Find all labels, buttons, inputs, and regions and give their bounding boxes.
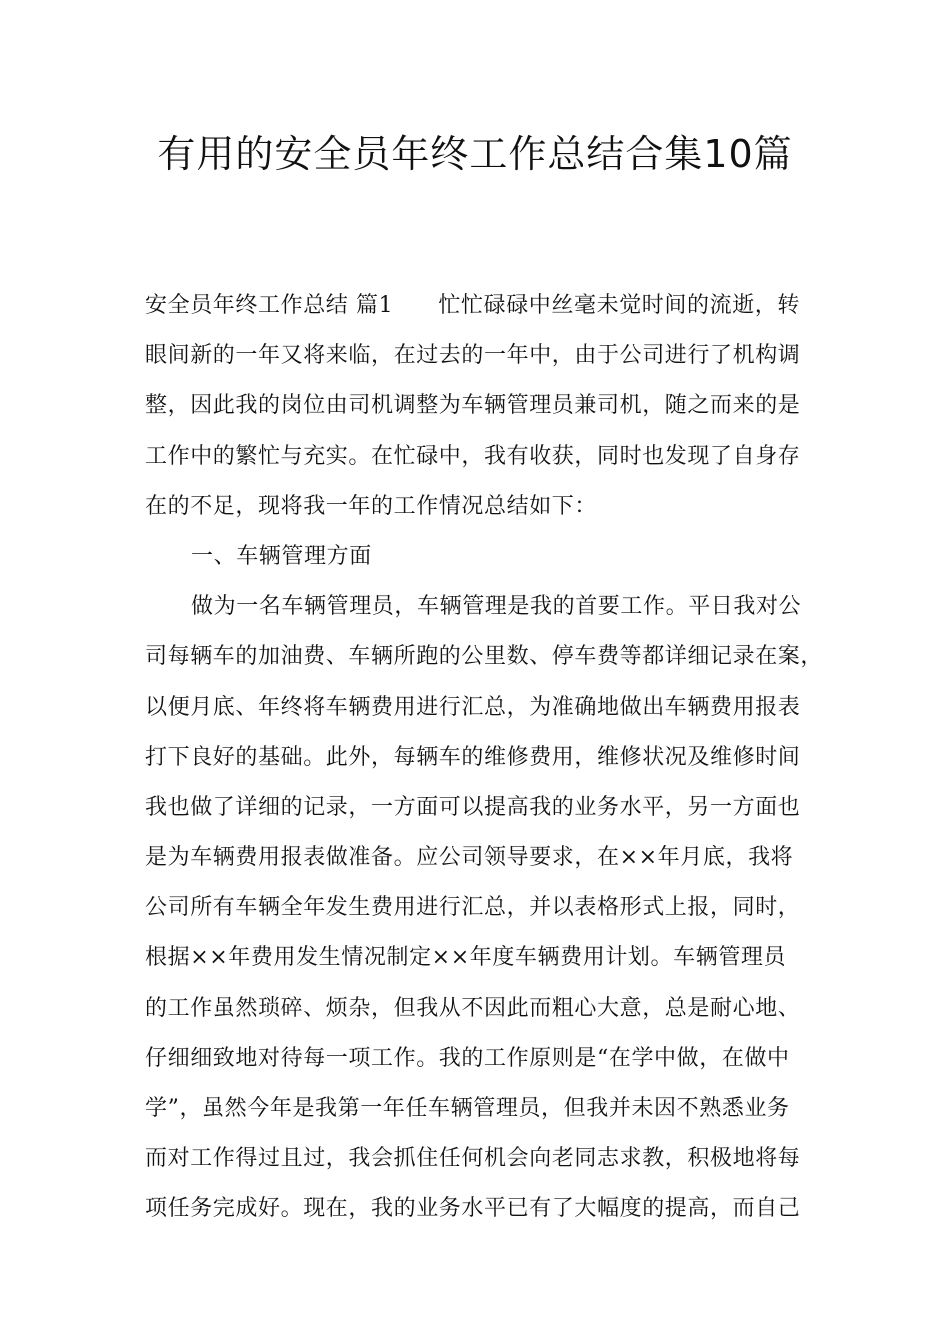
body-line-5: 在的不足，现将我一年的工作情况总结如下：	[145, 493, 598, 519]
body-line-9: 以便月底、年终将车辆费用进行汇总，为准确地做出车辆费用报表	[145, 694, 801, 720]
body-line-19: 项任务完成好。现在，我的业务水平已有了大幅度的提高，而自己	[145, 1196, 801, 1222]
document-title: 有用的安全员年终工作总结合集10篇	[157, 132, 793, 176]
body-line-15: 的工作虽然琐碎、烦杂，但我从不因此而粗心大意，总是耐心地、	[145, 995, 801, 1021]
document-body	[145, 281, 825, 1235]
body-line-8: 司每辆车的加油费、车辆所跑的公里数、停车费等都详细记录在案，	[145, 644, 824, 670]
body-line-17: 学”，虽然今年是我第一年任车辆管理员，但我并未因不熟悉业务	[145, 1096, 790, 1121]
body-line-12: 是为车辆费用报表做准备。应公司领导要求，在××年月底，我将	[145, 845, 794, 871]
body-line-16: 仔细细致地对待每一项工作。我的工作原则是“在学中做，在做中	[145, 1045, 790, 1071]
body-line-1: 安全员年终工作总结 篇1 忙忙碌碌中丝毫未觉时间的流逝，转	[145, 293, 800, 318]
body-line-7: 做为一名车辆管理员，车辆管理是我的首要工作。平日我对公	[191, 594, 802, 620]
body-line-2: 眼间新的一年又将来临，在过去的一年中，由于公司进行了机构调	[145, 343, 801, 369]
body-line-11: 我也做了详细的记录，一方面可以提高我的业务水平，另一方面也	[145, 794, 801, 820]
body-line-14: 根据××年费用发生情况制定××年度车辆费用计划。车辆管理员	[145, 945, 787, 971]
body-line-18: 而对工作得过且过，我会抓住任何机会向老同志求教，积极地将每	[145, 1146, 801, 1172]
body-line-13: 公司所有车辆全年发生费用进行汇总，并以表格形式上报，同时，	[145, 895, 801, 921]
body-line-3: 整，因此我的岗位由司机调整为车辆管理员兼司机，随之而来的是	[145, 393, 801, 419]
body-line-10: 打下良好的基础。此外，每辆车的维修费用，维修状况及维修时间	[145, 744, 801, 770]
body-line-4: 工作中的繁忙与充实。在忙碌中，我有收获，同时也发现了自身存	[145, 443, 801, 469]
section-heading-vehicle-management: 一、车辆管理方面	[191, 543, 372, 569]
